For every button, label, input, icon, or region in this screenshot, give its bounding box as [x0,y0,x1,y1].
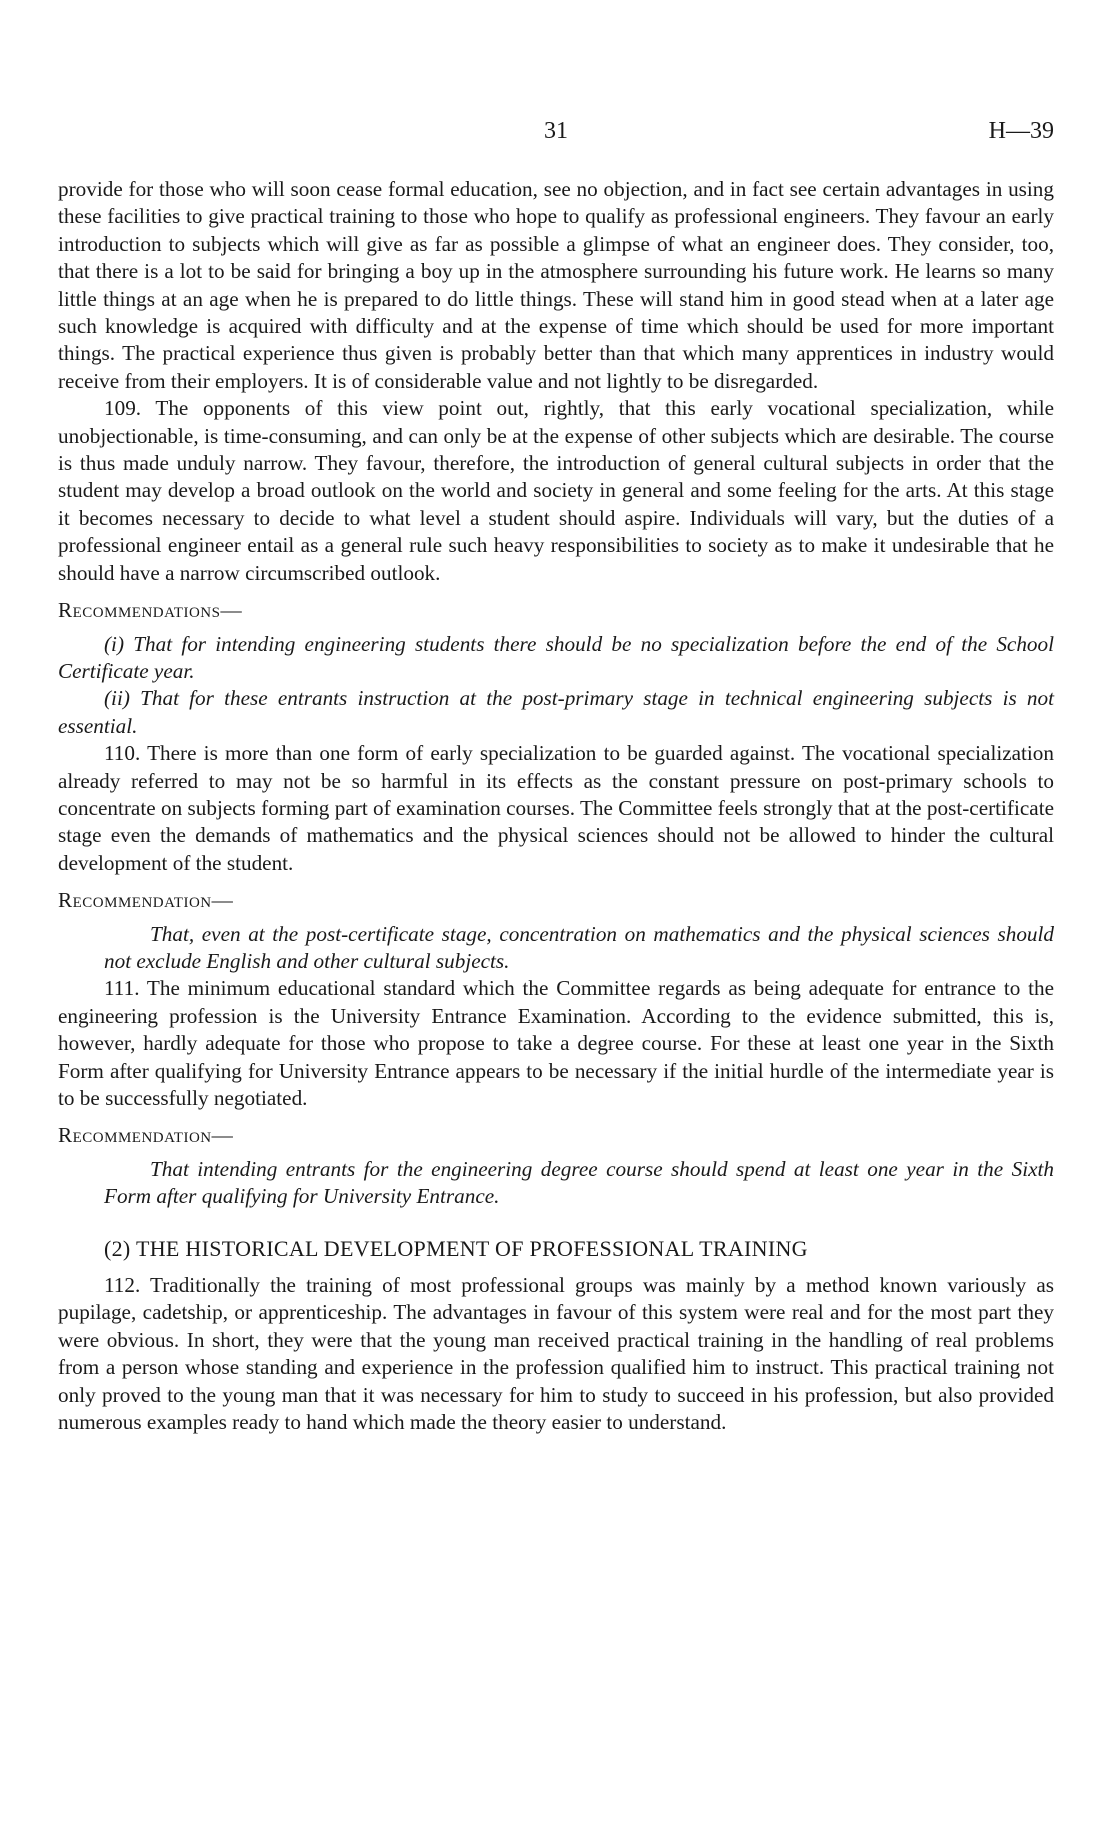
recommendation-110: That, even at the post-certificate stage, concentration on mathematics and the physical sciences should not exclude English and other cultural subjects. [104,921,1054,973]
recommendation-ii: (ii) That for these entrants instruction at the post-primary stage in technical engineering subjects is not essential. [58,686,1054,738]
recommendation-i: (i) That for intending engineering students there should be no specialization before the end of the School Certificate year. [58,631,1054,683]
recommendation-heading-111: Recommendation— [58,1123,234,1148]
page-number: 31 [544,118,568,144]
paragraph-112: 112. Traditionally the training of most professional groups was mainly by a method known variously as pupilage, cadetship, or apprenticeship. The advantages in favour of this system were real and for the most part they were obvious. In short, they were that the young man received practical training in the handling of real problems from a person whose standing and experience in the profession qualified him to instruct. This practical training not only proved to the young man that it was necessary for him to study to succeed in his profession, but also provided numerous examples ready to hand which made the theory easier to understand. [58,1273,1054,1435]
paragraph-109: 109. The opponents of this view point out, rightly, that this early vocational specialization, while unobjectionable, is time-consuming, and can only be at the expense of other subjects which are desirable. The course is thus made unduly narrow. They favour, therefore, the introduction of general cultural subjects in order that the student may develop a broad outlook on the world and society in general and some feeling for the arts. At this stage it becomes necessary to decide to what level a student should aspire. Individuals will vary, but the duties of a professional engineer entail as a general rule such heavy responsibilities to society as to make it undesirable that he should have a narrow circumscribed outlook. [58,396,1054,585]
paragraph-110: 110. There is more than one form of early specialization to be guarded against. The vocational specialization already referred to may not be so harmful in its effects as the constant pressure on post-primary schools to concentrate on subjects forming part of examination courses. The Committee feels strongly that at the post-certificate stage even the demands of mathematics and the physical sciences should not be allowed to hinder the cultural development of the student. [58,741,1054,875]
recommendation-111: That intending entrants for the engineering degree course should spend at least one year in the Sixth Form after qualifying for University Entrance. [104,1156,1054,1209]
recommendations-heading: Recommendations— [58,598,243,623]
document-reference: H—39 [988,118,1054,144]
continued-paragraph: provide for those who will soon cease formal education, see no objection, and in fact see certain advantages in using these facilities to give practical training to those who hope to qualify as professional engineers. They favour an early introduction to subjects which will give as far as possible a glimpse of what an engineer does. They consider, too, that there is a lot to be said for bringing a boy up in the atmosphere surrounding his future work. He learns so many little things at an age when he is prepared to do little things. These will stand him in good stead when at a later age such knowledge is acquired with difficulty and at the expense of time which should be used for more important things. The practical experience thus given is probably better than that which many apprentices in industry would receive from their employers. It is of considerable value and not lightly to be disregarded. [58,177,1054,393]
section-title: (2) THE HISTORICAL DEVELOPMENT OF PROFESSIONAL TRAINING [104,1235,808,1261]
page-header [58,112,1054,152]
recommendation-heading-110: Recommendation— [58,888,234,913]
paragraph-111: 111. The minimum educational standard which the Committee regards as being adequate for entrance to the engineering profession is the University Entrance Examination. According to the evidence submitted, this is, however, hardly adequate for those who propose to take a degree course. For these at least one year in the Sixth Form after qualifying for University Entrance appears to be necessary if the initial hurdle of the intermediate year is to be successfully negotiated. [58,976,1054,1110]
page-body [58,176,1054,1436]
